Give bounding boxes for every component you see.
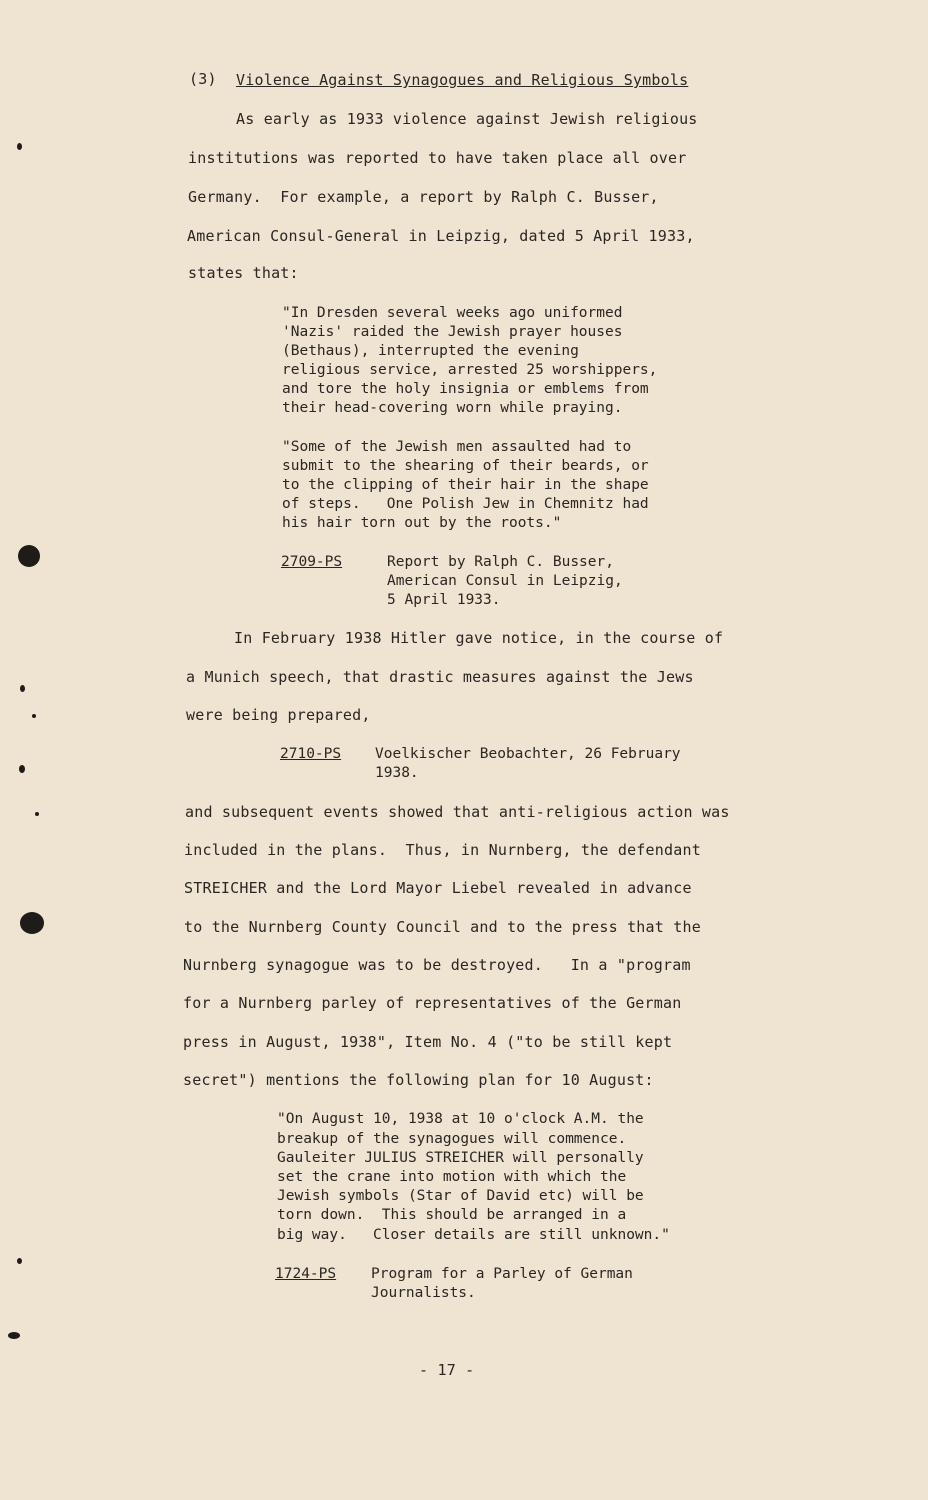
paragraph-line: STREICHER and the Lord Mayor Liebel revealed in advance <box>184 879 692 897</box>
quote-line: (Bethaus), interrupted the evening <box>282 343 579 359</box>
margin-speck <box>17 143 22 150</box>
paragraph-line: were being prepared, <box>186 706 371 724</box>
binder-hole-mark <box>20 912 44 934</box>
margin-speck <box>17 1258 22 1264</box>
paragraph-line: and subsequent events showed that anti-religious action was <box>185 803 730 821</box>
paragraph-line: In February 1938 Hitler gave notice, in the course of <box>234 629 724 647</box>
quote-line: breakup of the synagogues will commence. <box>277 1131 627 1147</box>
paragraph-line: a Munich speech, that drastic measures against the Jews <box>186 668 694 686</box>
paragraph-line: press in August, 1938", Item No. 4 ("to be still kept <box>183 1033 673 1051</box>
section-number: (3) <box>189 70 217 88</box>
reference-line: Voelkischer Beobachter, 26 February <box>375 746 681 762</box>
paragraph-line: states that: <box>188 264 299 282</box>
paragraph-line: secret") mentions the following plan for 10 August: <box>183 1071 654 1089</box>
quote-line: torn down. This should be arranged in a <box>277 1207 627 1223</box>
quote-line: "On August 10, 1938 at 10 o'clock A.M. the <box>277 1111 644 1127</box>
reference-line: 5 April 1933. <box>387 592 501 608</box>
reference-line: Program for a Parley of German <box>371 1266 633 1282</box>
quote-line: and tore the holy insignia or emblems from <box>282 381 649 397</box>
paragraph-line: Nurnberg synagogue was to be destroyed. In a "program <box>183 956 691 974</box>
quote-line: religious service, arrested 25 worshippers, <box>282 362 658 378</box>
margin-speck <box>32 714 36 718</box>
document-reference-code: 1724-PS <box>275 1266 337 1282</box>
document-reference-code: 2709-PS <box>281 554 343 570</box>
quote-line: Jewish symbols (Star of David etc) will be <box>277 1188 644 1204</box>
margin-speck <box>19 765 25 773</box>
quote-line: 'Nazis' raided the Jewish prayer houses <box>282 324 623 340</box>
paragraph-line: institutions was reported to have taken place all over <box>188 149 687 167</box>
paragraph-line: included in the plans. Thus, in Nurnberg, the defendant <box>184 841 701 859</box>
quote-line: his hair torn out by the roots." <box>282 515 562 531</box>
quote-line: "In Dresden several weeks ago uniformed <box>282 305 623 321</box>
document-reference-code: 2710-PS <box>280 746 342 762</box>
quote-line: Gauleiter JULIUS STREICHER will personally <box>277 1150 644 1166</box>
margin-speck <box>8 1332 20 1339</box>
quote-line: set the crane into motion with which the <box>277 1169 627 1185</box>
quote-line: to the clipping of their hair in the shape <box>282 477 649 493</box>
margin-speck <box>35 812 39 816</box>
reference-line: Report by Ralph C. Busser, <box>387 554 614 570</box>
reference-line: American Consul in Leipzig, <box>387 573 623 589</box>
paragraph-line: American Consul-General in Leipzig, dated 5 April 1933, <box>187 227 695 245</box>
binder-hole-mark <box>18 545 40 567</box>
paragraph-line: for a Nurnberg parley of representatives of the German <box>183 994 682 1012</box>
reference-line: Journalists. <box>371 1285 476 1301</box>
paragraph-line: Germany. For example, a report by Ralph C. Busser, <box>188 188 659 206</box>
page-number: - 17 - <box>419 1361 475 1379</box>
reference-line: 1938. <box>375 765 419 781</box>
section-title: Violence Against Synagogues and Religious Symbols <box>236 71 689 89</box>
paragraph-line: to the Nurnberg County Council and to the press that the <box>184 918 701 936</box>
quote-line: their head-covering worn while praying. <box>282 400 623 416</box>
quote-line: submit to the shearing of their beards, or <box>282 458 649 474</box>
quote-line: "Some of the Jewish men assaulted had to <box>282 439 632 455</box>
quote-line: big way. Closer details are still unknown." <box>277 1227 670 1243</box>
paragraph-line: As early as 1933 violence against Jewish religious <box>236 110 698 128</box>
quote-line: of steps. One Polish Jew in Chemnitz had <box>282 496 649 512</box>
margin-speck <box>20 685 25 692</box>
